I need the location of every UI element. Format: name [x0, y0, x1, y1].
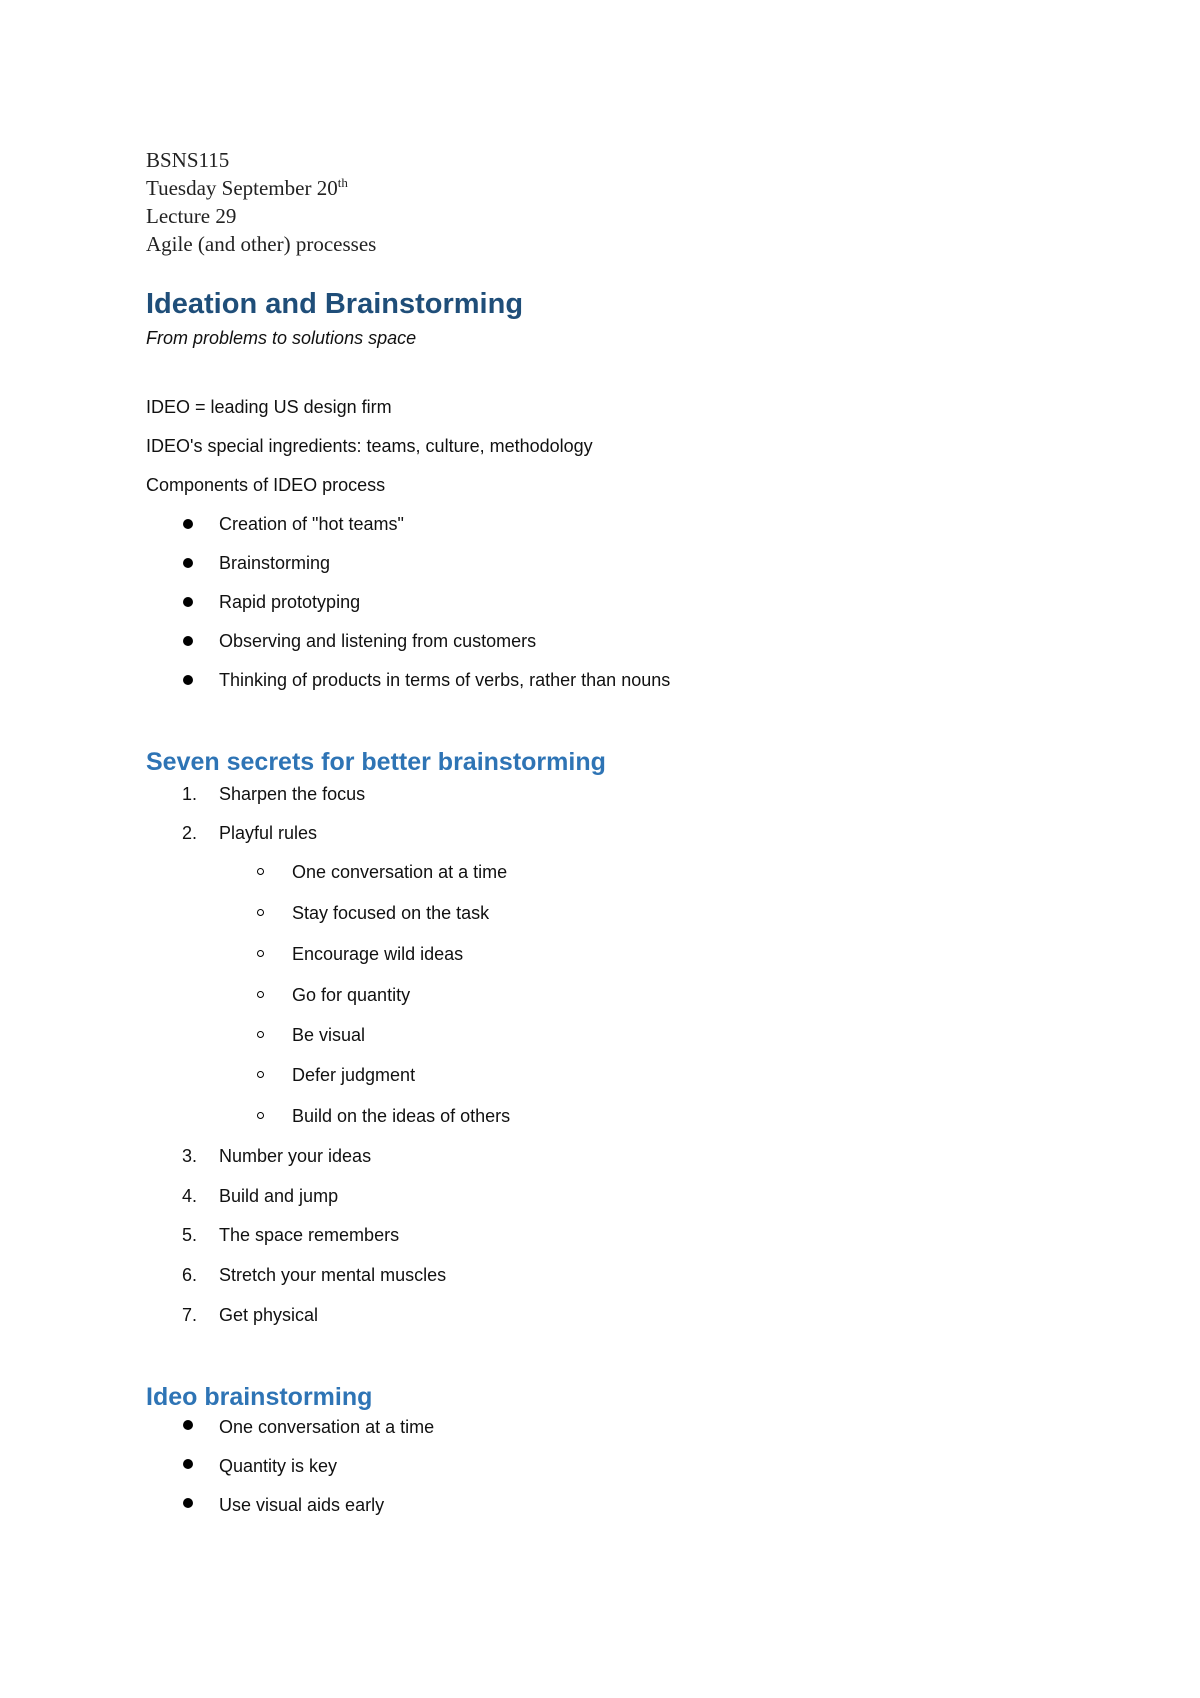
- hollow-bullet-icon: [257, 1031, 264, 1038]
- hollow-bullet-icon: [257, 868, 264, 875]
- list-number: 6.: [182, 1265, 198, 1285]
- bullet-icon: [183, 1420, 193, 1430]
- hollow-bullet-icon: [257, 909, 264, 916]
- list-item: Get physical: [219, 1305, 319, 1325]
- section-heading-ideation: Ideation and Brainstorming: [146, 288, 524, 320]
- list-item: Observing and listening from customers: [219, 631, 537, 651]
- list-item: Use visual aids early: [219, 1495, 385, 1515]
- sublist-item: Encourage wild ideas: [292, 944, 464, 964]
- paragraph: Components of IDEO process: [146, 475, 386, 495]
- list-item: One conversation at a time: [219, 1417, 435, 1437]
- date-ordinal-suffix: th: [337, 175, 348, 190]
- lecture-date-text: Tuesday September 20: [146, 176, 338, 200]
- sublist-item: Be visual: [292, 1025, 366, 1045]
- course-code: BSNS115: [146, 148, 230, 172]
- lecture-topic: Agile (and other) processes: [146, 232, 377, 256]
- bullet-icon: [183, 636, 193, 646]
- list-number: 3.: [182, 1146, 198, 1166]
- section-heading-seven-secrets: Seven secrets for better brainstorming: [146, 748, 606, 776]
- bullet-icon: [183, 675, 193, 685]
- list-number: 1.: [182, 784, 198, 804]
- bullet-icon: [183, 1498, 193, 1508]
- list-item: The space remembers: [219, 1225, 400, 1245]
- sublist-item: Defer judgment: [292, 1065, 416, 1085]
- hollow-bullet-icon: [257, 1112, 264, 1119]
- bullet-icon: [183, 519, 193, 529]
- paragraph: IDEO = leading US design firm: [146, 397, 392, 417]
- list-number: 7.: [182, 1305, 198, 1325]
- list-item: Stretch your mental muscles: [219, 1265, 447, 1285]
- list-item: Creation of "hot teams": [219, 514, 404, 534]
- sublist-item: Stay focused on the task: [292, 903, 490, 923]
- lecture-date: [146, 174, 376, 202]
- lecture-number: Lecture 29: [146, 204, 237, 228]
- list-item: Thinking of products in terms of verbs, rather than nouns: [219, 670, 671, 690]
- list-item: Playful rules: [219, 823, 318, 843]
- hollow-bullet-icon: [257, 1071, 264, 1078]
- hollow-bullet-icon: [257, 991, 264, 998]
- hollow-bullet-icon: [257, 950, 264, 957]
- paragraph: IDEO's special ingredients: teams, culture, methodology: [146, 436, 593, 456]
- list-item: Brainstorming: [219, 553, 331, 573]
- bullet-icon: [183, 597, 193, 607]
- list-number: 5.: [182, 1225, 198, 1245]
- bullet-icon: [183, 1459, 193, 1469]
- list-item: Number your ideas: [219, 1146, 372, 1166]
- list-item: Quantity is key: [219, 1456, 338, 1476]
- list-number: 2.: [182, 823, 198, 843]
- list-number: 4.: [182, 1186, 198, 1206]
- list-item: Build and jump: [219, 1186, 339, 1206]
- bullet-icon: [183, 558, 193, 568]
- sublist-item: Build on the ideas of others: [292, 1106, 511, 1126]
- sublist-item: One conversation at a time: [292, 862, 508, 882]
- sublist-item: Go for quantity: [292, 985, 411, 1005]
- section-subtitle: From problems to solutions space: [146, 328, 417, 348]
- list-item: Sharpen the focus: [219, 784, 366, 804]
- document-header: [146, 146, 376, 258]
- section-heading-ideo-brainstorming: Ideo brainstorming: [146, 1383, 373, 1411]
- list-item: Rapid prototyping: [219, 592, 361, 612]
